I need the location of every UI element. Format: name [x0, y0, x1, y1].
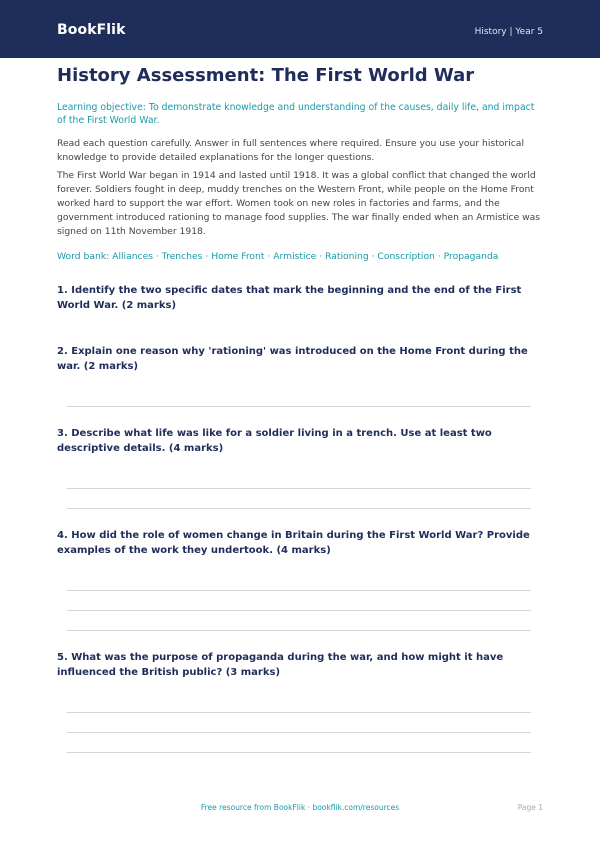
question-2: 2. Explain one reason why 'rationing' was introduced on the Home Front during the war. (2 marks) — [57, 346, 528, 372]
answer-line[interactable] — [67, 488, 531, 489]
question-5: 5. What was the purpose of propaganda during the war, and how might it have influenced the British public? (3 marks) — [57, 652, 504, 678]
subject-year-label: History | Year 5 — [474, 27, 543, 37]
word-bank: Word bank: Alliances · Trenches · Home Front · Armistice · Rationing · Conscription · Propaganda — [57, 251, 499, 262]
brand-logo: BookFlik — [57, 22, 126, 38]
question-1: 1. Identify the two specific dates that mark the beginning and the end of the First World War. (2 marks) — [57, 285, 522, 311]
learning-objective: Learning objective: To demonstrate knowledge and understanding of the causes, daily life, and impact of the First World War. — [57, 102, 535, 126]
page-title: History Assessment: The First World War — [57, 65, 475, 86]
answer-line[interactable] — [67, 630, 531, 631]
answer-line[interactable] — [67, 610, 531, 611]
top-header-bar — [0, 0, 600, 58]
answer-line[interactable] — [67, 508, 531, 509]
instructions-paragraph: Read each question carefully. Answer in full sentences where required. Ensure you use your historical knowledge to provide detailed explanations for the longer questions. — [57, 138, 524, 163]
answer-line[interactable] — [67, 406, 531, 407]
answer-line[interactable] — [67, 752, 531, 753]
answer-line[interactable] — [67, 732, 531, 733]
question-4: 4. How did the role of women change in Britain during the First World War? Provide examples of the work they undertook. (4 marks) — [57, 530, 530, 556]
question-3: 3. Describe what life was like for a soldier living in a trench. Use at least two descriptive details. (4 marks) — [57, 428, 492, 454]
summary-paragraph: The First World War began in 1914 and lasted until 1918. It was a global conflict that changed the world forever. Soldiers fought in deep, muddy trenches on the Western Front, while people on the Home Front worked hard to support the war effort. Women took on new roles in factories and farms, and the government introduced rationing to manage food supplies. The war finally ended when an Armistice was signed on 11th November 1918. — [57, 170, 541, 237]
answer-line[interactable] — [67, 712, 531, 713]
answer-line[interactable] — [67, 590, 531, 591]
page-number: Page 1 — [517, 803, 543, 812]
footer-credit: Free resource from BookFlik · bookflik.com/resources — [200, 803, 400, 812]
